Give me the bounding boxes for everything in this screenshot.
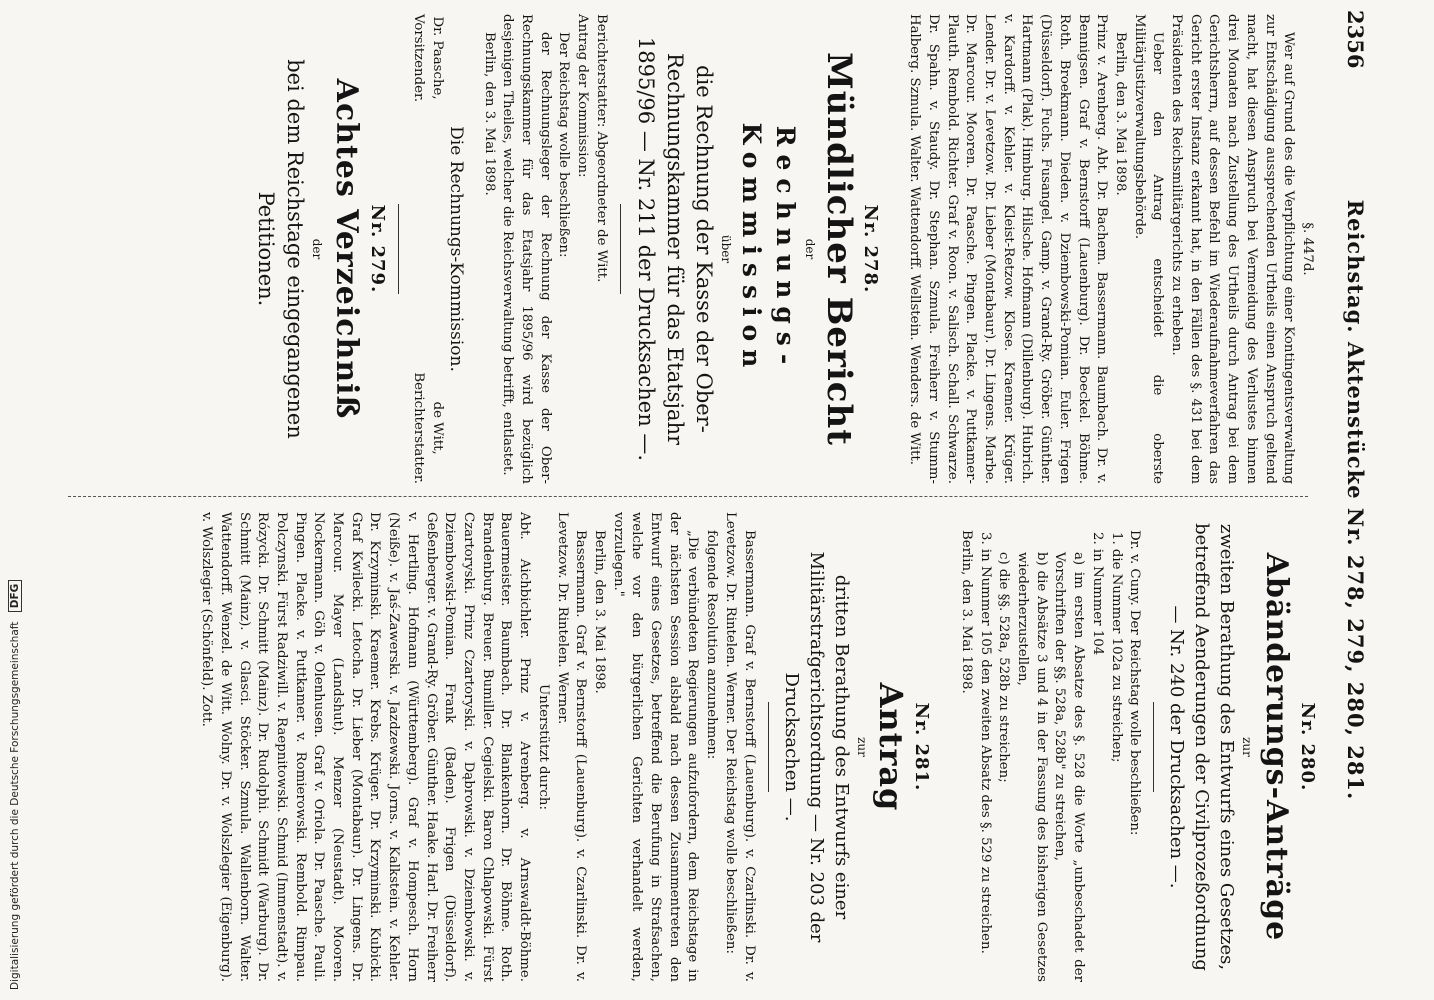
signatory-names: Prinz v. Arenberg. Abt. Dr. Bachem. Bassermann. Baumbach. Dr. v. Bennigsen. Graf v. Bernstorff (Lauenburg). Dr. Boeckel. Böhme. Roth. Broekmann. Dieden. v. Dziembowski-Pomian. Euler. Frigen (Düsseldorf). Fuchs. Fusangel. Gamp. v. Grand-Ry. Gröber. Günther. Hartmann (Plak). Himburg. Hilsche. Hofmann (Dillenburg). Hubrich. v. Kardorff. v. Kehler. v. Kleist-Retzow. Klose. Kraemer. Krüger. Lender. Dr. v. Levetzow. Dr. Lieber (Montabaur). Dr. Lingens. Marbe. Dr. Marcour. Mooren. Dr. Paasche. Pingen. Placke. v. Puttkamer-Plauth. Rembold. Richter. Graf v. Roon. v. Salisch. Schall. Schwarze. Dr. Spahn. v. Staudy. Dr. Stephan. Szmula. Freiherr v. Stumm-Halberg. Szmula. Walter. Wattendorff. Wellstein. Wenders. de Witt. [907, 14, 1110, 484]
commission-signature: Die Rechnungs-Kommission. [445, 126, 466, 372]
date-line: Berlin, den 3. Mai 1898. [1112, 32, 1128, 196]
number-281: Nr. 281. [911, 702, 933, 792]
number-278: Nr. 278. [859, 204, 881, 294]
separator-rule-2 [398, 204, 399, 294]
report-title: Mündlicher Bericht [818, 52, 859, 446]
dfg-logo-icon: DFG [8, 580, 22, 613]
date-line-3: Berlin, den 3. Mai 1898. [958, 530, 974, 694]
page-header [1332, 10, 1372, 990]
chair-role: Vorsitzender. [411, 14, 427, 103]
separator-rule-4 [768, 702, 769, 792]
motion-movers: Bassermann. Graf v. Bernstorff (Lauenburg). v. Czarlinski. Dr. v. Levetzow. Dr. Rintelen. Werner. Der Reichstag wolle beschließen: [722, 512, 757, 982]
motion-subject: dritten Berathung des Entwurfs einer Militärstrafgerichtsordnung — Nr. 203 der Drucksachen —. [780, 551, 852, 943]
zur-label: zur [1240, 737, 1255, 757]
amendments-title: Abänderungs-Anträge [1259, 552, 1295, 942]
digitization-credit [8, 250, 28, 990]
page-header-title: Reichstag. Aktenstücke Nr. 278, 279, 280, 281. [1343, 199, 1368, 801]
amendment-subitem: a) im ersten Absatze des §. 528 die Worte „unbeschadet der Vorschriften der §§. 528a, 528b" zu streichen, [1052, 552, 1087, 982]
supported-by-label: Unterstützt durch: [535, 684, 551, 810]
amendments-subject: zweiten Berathung des Entwurfs eines Gesetzes, betreffend Aenderungen der Civilprozeßordnung — Nr. 240 der Drucksachen —. [1166, 523, 1238, 971]
column-divider [68, 496, 1308, 497]
reporter-name: de Witt, [430, 401, 446, 455]
ueber-label: über [718, 234, 733, 264]
report-subject: die Rechnung der Kasse der Ober-Rechnungskammer für das Etatsjahr 1895/96 — Nr. 211 der Drucksachen —. [633, 36, 716, 462]
resolution-intro: folgende Resolution anzunehmen: [704, 530, 720, 760]
petition-list-subject: bei dem Reichstage eingegangenen Petitionen. [254, 59, 308, 439]
credit-text: Digitalisierung gefördert durch die Deutsche Forschungsgemeinschaft [9, 621, 21, 990]
right-column [196, 512, 1316, 982]
number-280: Nr. 280. [1297, 702, 1318, 792]
amendment-item: 3. in Nummer 105 den zweiten Absatz des §. 529 zu streichen. [977, 532, 993, 954]
reporter-line: Berichterstatter: Abgeordneter de Witt. [593, 14, 609, 283]
resolution-text: „Die verbündeten Regierungen aufzufordern, dem Reichstage in der nächsten Session alsbald nach dessen Zusammentreten den Entwurf eines Gesetzes, betreffend die Berufung in Strafsachen, welche vor den bürgerlichen Gerichten verhandelt werden, vorzulegen." [610, 512, 701, 982]
zur-label-2: zur [854, 737, 869, 757]
left-column [251, 14, 1316, 484]
amendment-item: 2. in Nummer 104 [1089, 532, 1105, 656]
signature-block [409, 14, 446, 484]
separator-rule-3 [1153, 702, 1154, 792]
der-label-2: der [310, 238, 325, 260]
supporter-names: Abt. Aichbichler. Prinz v. Arenberg. v. Arnswaldt-Böhme. Bauermeister. Baumbach. Dr. Blankenhorn. Dr. Böhme. Roth. Brandenburg. Breuer. Bumiller. Cegielski. Baron Chlapowski. Fürst Czartoryski. Prinz Czartoryski. v. Dąbrowski. v. Dziembowski. v. Dziembowski-Pomian. Frank (Baden). Frigen (Düsseldorf). Geßenberger. v. Grand-Ry. Gröber. Günther. Haake. Harl. Dr. Freiherr v. Hertling. Hofmann (Württemberg). Graf v. Hompesch. Horn (Neiße). v. Jaś-Zawerski. v. Jazdzewski. Jorns. v. Kalkstein. v. Kehler. Dr. Krzyminski. Kraemer. Krebs. Krüger. Dr. Krzyminski. Kubicki. Graf Kwilecki. Letocha. Dr. Lieber (Montabaur). Dr. Lingens. Dr. Marcour. Mayer (Landshut). Menzer (Neustadt). Mooren. Nockermann. Göh v. Olenhusen. Graf v. Oriola. Dr. Paasche. Pauli. Pingen. Placke. v. Puttkamer. v. Romierowski. Rembold. Rimpau. Polczynski. Fürst Radziwill. v. Raepnitowski. Schmid (Immenstadt). v. Rózycki. Dr. Schmitt (Mainz). Dr. Rudolphi. Schmidt (Warburg). Dr. Schmitt (Mainz). v. Glasci. Stöcker. Szmula. Wallenborn. Walter. Wattendorff. Wenzel. de Witt. Wolny. Dr. v. Wolszlegier (Eigenburg). v. Wolszlegier (Schönfeld). Zott. [199, 512, 533, 982]
motion-label: Antrag der Kommission: [575, 14, 591, 178]
amendment-item: 1. die Nummer 102a zu streichen; [1108, 532, 1124, 763]
date-line-2: Berlin, den 3. Mai 1898. [481, 32, 497, 196]
petition-list-title: Achtes Verzeichniß [329, 78, 365, 420]
section-paragraph-2: Ueber den Antrag entscheidet die oberste Militärjustizverwaltungsbehörde. [1131, 14, 1166, 484]
motion-title: Antrag [871, 682, 910, 812]
chair-name: Dr. Paasche, [430, 16, 446, 100]
page-number: 2356 [1343, 10, 1368, 69]
number-279: Nr. 279. [366, 204, 388, 294]
amendment-subitem: c) die §§. 528a, 528b zu streichen; [996, 552, 1012, 783]
amendment-subitem: b) die Absätze 3 und 4 in der Fassung des bisherigen Gesetzes wiederherzustellen, [1015, 552, 1049, 982]
date-line-4: Berlin, den 3. Mai 1898. [591, 530, 607, 694]
motion-signers: Bassermann. Graf v. Bernstorff (Lauenburg). v. Czarlinski. Dr. v. Levetzow. Dr. Rintelen. Werner. [554, 512, 589, 982]
separator-rule [620, 204, 621, 294]
section-paragraph: Wer auf Grund des die Verpflichtung einer Kontingentsverwaltung zur Entschädigung aussprechenden Urtheils einen Anspruch geltend macht, hat diesen Anspruch bei Vermeidung des Verlustes binnen drei Monaten nach Zustellung des Urtheils durch Antrag bei dem Gerichtsherrn, auf dessen Befehl im Wiederaufnahmeverfahren das Gericht erster Instanz erkannt hat, in den Fällen des §. 431 bei dem Präsidenten des Reichsmilitärgerichts zu erheben. [1169, 14, 1297, 484]
motion-intro: Der Reichstag wolle beschließen: [556, 32, 572, 258]
commission-title: Rechnungs-Kommission [736, 122, 800, 376]
reporter-role: Berichterstatter. [411, 372, 427, 484]
section-heading: §. 447d. [1300, 222, 1315, 276]
der-label: der [802, 238, 817, 260]
motion-text: der Rechnungsleger der Rechnung der Kasse der Ober-Rechnungskammer für das Etatsjahr 1895/96 wird bezüglich desjenigen Theiles, welcher die Reichsverwaltung betrifft, entlastet. [500, 14, 553, 484]
amendments-mover: Dr. v. Cuny. Der Reichstag wolle beschließen: [1127, 530, 1143, 836]
amendment-items [975, 512, 1125, 982]
